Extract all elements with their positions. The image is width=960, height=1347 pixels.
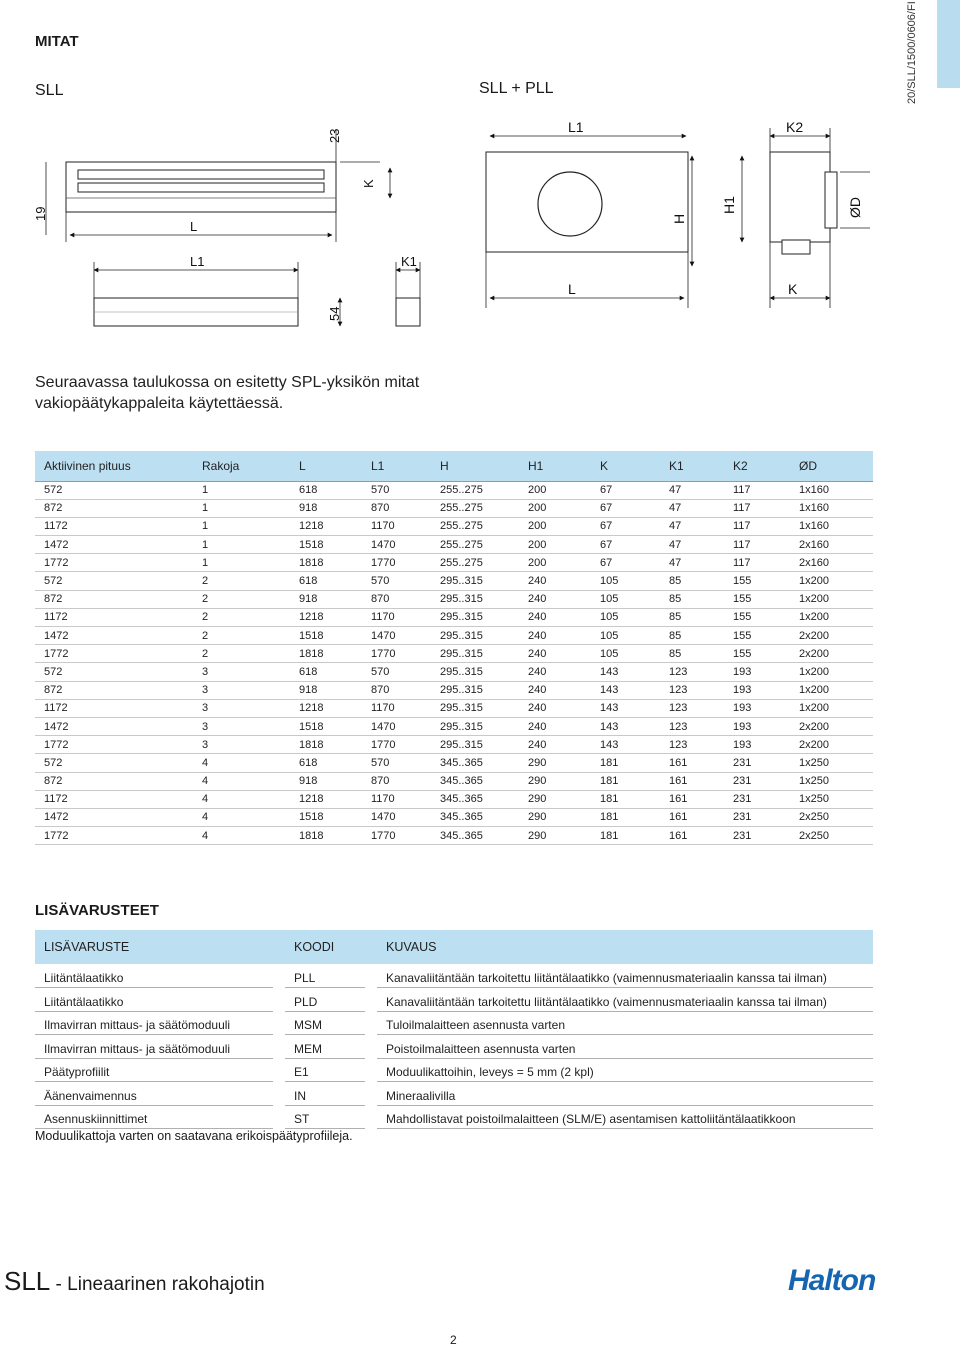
table-cell: 4: [193, 790, 290, 808]
table-cell: 345..365: [431, 754, 519, 772]
table-cell: Päätyprofiilit: [35, 1058, 273, 1082]
halton-logo: Halton: [788, 1264, 876, 1297]
table-cell: 67: [591, 499, 660, 517]
table-cell: 1172: [35, 517, 193, 535]
table-cell: 47: [660, 554, 724, 572]
table-cell: 1772: [35, 736, 193, 754]
table-cell: 47: [660, 481, 724, 499]
table-cell: E1: [285, 1058, 365, 1082]
table-cell: 143: [591, 717, 660, 735]
table-cell: 117: [724, 481, 790, 499]
table-cell: Liitäntälaatikko: [35, 964, 273, 988]
col-header: KUVAUS: [377, 930, 873, 964]
table-cell: 295..315: [431, 645, 519, 663]
table-cell: 345..365: [431, 772, 519, 790]
table-cell: 1770: [362, 645, 431, 663]
table-cell: 2: [193, 590, 290, 608]
table-cell: 295..315: [431, 699, 519, 717]
dim-k-right-label: K: [788, 281, 798, 297]
table-cell: 105: [591, 572, 660, 590]
table-cell: 240: [519, 590, 591, 608]
table-cell: 85: [660, 590, 724, 608]
table-row: [35, 645, 873, 663]
table-cell: 1818: [290, 554, 362, 572]
table-cell: 918: [290, 590, 362, 608]
dim-h1-label: H1: [721, 196, 737, 214]
table-cell: 1x200: [790, 663, 873, 681]
table-cell: 105: [591, 645, 660, 663]
table-cell: 1x200: [790, 699, 873, 717]
table-cell: 1470: [362, 536, 431, 554]
table-cell: 1518: [290, 536, 362, 554]
table-cell: 117: [724, 499, 790, 517]
table-cell: 1x250: [790, 754, 873, 772]
page-number: 2: [450, 1333, 457, 1347]
table-cell: 1472: [35, 627, 193, 645]
table-cell: 240: [519, 699, 591, 717]
table-cell: 872: [35, 590, 193, 608]
table-cell: 67: [591, 481, 660, 499]
table-cell: Ilmavirran mittaus- ja säätömoduuli: [35, 1011, 273, 1035]
table-cell: 295..315: [431, 590, 519, 608]
table-cell: 3: [193, 717, 290, 735]
table-cell: IN: [285, 1082, 365, 1106]
table-cell: 105: [591, 627, 660, 645]
table-cell: 872: [35, 681, 193, 699]
table-cell: 1172: [35, 608, 193, 626]
col-header: ØD: [790, 451, 873, 481]
dim-l-right-label: L: [568, 281, 576, 297]
list-item: [35, 1082, 873, 1106]
table-cell: 240: [519, 627, 591, 645]
section-title: MITAT: [35, 33, 79, 50]
table-cell: 85: [660, 627, 724, 645]
doc-code: 20/SLL/1500/0606/FI: [906, 1, 918, 104]
table-cell: 123: [660, 736, 724, 754]
table-row: [35, 627, 873, 645]
table-cell: 572: [35, 572, 193, 590]
table-cell: 3: [193, 681, 290, 699]
col-header: L: [290, 451, 362, 481]
table-cell: 618: [290, 481, 362, 499]
table-cell: 1472: [35, 808, 193, 826]
table-cell: 1x200: [790, 590, 873, 608]
table-cell: 1x250: [790, 790, 873, 808]
col-header: H1: [519, 451, 591, 481]
table-cell: 290: [519, 754, 591, 772]
table-cell: 67: [591, 517, 660, 535]
table-cell: 4: [193, 827, 290, 845]
table-cell: Poistoilmalaitteen asennusta varten: [377, 1035, 873, 1059]
table-cell: 85: [660, 608, 724, 626]
list-item: [35, 964, 873, 988]
table-cell: 193: [724, 681, 790, 699]
table-cell: 1: [193, 517, 290, 535]
table-row: [35, 754, 873, 772]
table-cell: 2: [193, 645, 290, 663]
table-cell: 123: [660, 717, 724, 735]
table-row: [35, 608, 873, 626]
table-cell: 290: [519, 808, 591, 826]
table-cell: 161: [660, 772, 724, 790]
table-cell: 193: [724, 699, 790, 717]
table-cell: 47: [660, 517, 724, 535]
table-cell: 1x160: [790, 499, 873, 517]
table-cell: Kanavaliitäntään tarkoitettu liitäntälaatikko (vaimennusmateriaalin kanssa tai ilman): [377, 988, 873, 1012]
table-cell: 918: [290, 681, 362, 699]
table-cell: 1172: [35, 790, 193, 808]
table-cell: 1770: [362, 827, 431, 845]
table-cell: 255..275: [431, 536, 519, 554]
table-cell: 155: [724, 590, 790, 608]
col-header: Aktiivinen pituus: [35, 451, 193, 481]
table-cell: 105: [591, 590, 660, 608]
table-cell: 240: [519, 736, 591, 754]
sll-dimension-drawing: [30, 110, 430, 332]
table-cell: 1170: [362, 517, 431, 535]
table-cell: 570: [362, 663, 431, 681]
dim-l1-label: L1: [190, 254, 205, 269]
accessories-table-body: [35, 964, 873, 1129]
table-cell: 181: [591, 790, 660, 808]
accessories-note: Moduulikattoja varten on saatavana erikoispäätyprofiileja.: [35, 1129, 353, 1143]
table-cell: 1472: [35, 536, 193, 554]
table-cell: 570: [362, 481, 431, 499]
table-cell: 2x250: [790, 827, 873, 845]
table-row: [35, 663, 873, 681]
table-cell: 1x250: [790, 772, 873, 790]
col-header: L1: [362, 451, 431, 481]
table-cell: 200: [519, 554, 591, 572]
table-row: [35, 572, 873, 590]
table-cell: 1218: [290, 517, 362, 535]
left-diagram-title: SLL: [35, 82, 64, 99]
table-cell: 570: [362, 754, 431, 772]
intro-line-1: Seuraavassa taulukossa on esitetty SPL-yksikön mitat: [35, 374, 420, 391]
table-cell: 1x160: [790, 481, 873, 499]
table-cell: 181: [591, 772, 660, 790]
table-cell: 1518: [290, 717, 362, 735]
table-cell: 117: [724, 554, 790, 572]
table-cell: 255..275: [431, 499, 519, 517]
table-cell: 918: [290, 772, 362, 790]
table-cell: Äänenvaimennus: [35, 1082, 273, 1106]
col-header: K: [591, 451, 660, 481]
table-cell: 1770: [362, 554, 431, 572]
table-cell: 1470: [362, 717, 431, 735]
table-row: [35, 772, 873, 790]
dimensions-table-body: [35, 481, 873, 845]
table-row: [35, 517, 873, 535]
dim-19-label: 19: [33, 206, 48, 221]
table-cell: 117: [724, 536, 790, 554]
table-cell: 2x200: [790, 717, 873, 735]
table-cell: 155: [724, 608, 790, 626]
table-cell: PLL: [285, 964, 365, 988]
table-cell: 1470: [362, 808, 431, 826]
table-cell: Tuloilmalaitteen asennusta varten: [377, 1011, 873, 1035]
table-row: [35, 736, 873, 754]
table-cell: 240: [519, 663, 591, 681]
table-cell: 1518: [290, 808, 362, 826]
table-cell: 1172: [35, 699, 193, 717]
intro-line-2: vakiopäätykappaleita käytettäessä.: [35, 395, 284, 412]
table-cell: 181: [591, 754, 660, 772]
table-cell: 231: [724, 772, 790, 790]
table-cell: 240: [519, 717, 591, 735]
table-cell: MEM: [285, 1035, 365, 1059]
table-cell: 618: [290, 572, 362, 590]
table-cell: 143: [591, 736, 660, 754]
table-cell: 618: [290, 754, 362, 772]
table-cell: Asennuskiinnittimet: [35, 1105, 273, 1129]
table-cell: 123: [660, 663, 724, 681]
table-cell: 4: [193, 808, 290, 826]
table-cell: 2: [193, 608, 290, 626]
table-cell: 1818: [290, 827, 362, 845]
sll-pll-dimension-drawing: [470, 112, 880, 312]
table-cell: Liitäntälaatikko: [35, 988, 273, 1012]
table-cell: 1: [193, 499, 290, 517]
table-cell: 345..365: [431, 808, 519, 826]
table-cell: 200: [519, 481, 591, 499]
table-cell: 67: [591, 554, 660, 572]
table-cell: 3: [193, 663, 290, 681]
table-cell: 2: [193, 572, 290, 590]
table-cell: 193: [724, 717, 790, 735]
table-cell: 2x200: [790, 627, 873, 645]
table-cell: 295..315: [431, 608, 519, 626]
table-cell: 918: [290, 499, 362, 517]
table-cell: 255..275: [431, 481, 519, 499]
table-cell: 155: [724, 572, 790, 590]
dim-h-label: H: [671, 213, 687, 224]
table-cell: 1218: [290, 608, 362, 626]
table-cell: 872: [35, 772, 193, 790]
table-cell: 290: [519, 772, 591, 790]
table-cell: 47: [660, 499, 724, 517]
table-cell: 1: [193, 536, 290, 554]
table-cell: 143: [591, 663, 660, 681]
col-header: K1: [660, 451, 724, 481]
table-cell: Ilmavirran mittaus- ja säätömoduuli: [35, 1035, 273, 1059]
table-cell: 2x160: [790, 554, 873, 572]
table-cell: 572: [35, 663, 193, 681]
table-cell: 181: [591, 808, 660, 826]
table-cell: 1: [193, 481, 290, 499]
dim-od-label: ØD: [847, 197, 863, 218]
table-cell: 3: [193, 699, 290, 717]
list-item: [35, 1011, 873, 1035]
table-cell: 1818: [290, 645, 362, 663]
table-cell: 3: [193, 736, 290, 754]
table-cell: MSM: [285, 1011, 365, 1035]
table-cell: 161: [660, 808, 724, 826]
table-cell: 143: [591, 681, 660, 699]
table-cell: 1: [193, 554, 290, 572]
table-cell: 1772: [35, 554, 193, 572]
dim-l-label: L: [190, 219, 198, 234]
table-cell: 290: [519, 790, 591, 808]
table-cell: 290: [519, 827, 591, 845]
table-cell: 193: [724, 736, 790, 754]
table-cell: 1x200: [790, 572, 873, 590]
table-cell: 161: [660, 790, 724, 808]
table-cell: 1170: [362, 790, 431, 808]
table-cell: 1170: [362, 608, 431, 626]
table-row: [35, 790, 873, 808]
list-item: [35, 1058, 873, 1082]
table-cell: 231: [724, 754, 790, 772]
table-cell: Mahdollistavat poistoilmalaitteen (SLM/E) asentamisen kattoliitäntälaatikkoon: [377, 1105, 873, 1129]
table-cell: 4: [193, 754, 290, 772]
table-row: [35, 590, 873, 608]
table-cell: 155: [724, 627, 790, 645]
table-cell: ST: [285, 1105, 365, 1129]
col-header: H: [431, 451, 519, 481]
table-cell: 1470: [362, 627, 431, 645]
table-cell: 1818: [290, 736, 362, 754]
table-cell: 1472: [35, 717, 193, 735]
dim-l1-right-label: L1: [568, 119, 584, 135]
table-cell: 2x250: [790, 808, 873, 826]
table-cell: 1772: [35, 827, 193, 845]
table-cell: 345..365: [431, 827, 519, 845]
table-row: [35, 699, 873, 717]
table-row: [35, 499, 873, 517]
table-row: [35, 481, 873, 499]
table-cell: 161: [660, 754, 724, 772]
table-cell: 200: [519, 517, 591, 535]
table-cell: 200: [519, 499, 591, 517]
table-cell: 4: [193, 772, 290, 790]
table-cell: 1x160: [790, 517, 873, 535]
table-cell: 295..315: [431, 663, 519, 681]
table-cell: 231: [724, 808, 790, 826]
list-item: [35, 988, 873, 1012]
accessories-table-header: [35, 930, 873, 964]
table-row: [35, 536, 873, 554]
col-header: Rakoja: [193, 451, 290, 481]
table-cell: 255..275: [431, 517, 519, 535]
table-cell: 117: [724, 517, 790, 535]
table-cell: 85: [660, 572, 724, 590]
table-cell: Mineraalivilla: [377, 1082, 873, 1106]
dim-23-label: 23: [327, 128, 342, 143]
table-cell: 2x200: [790, 645, 873, 663]
table-cell: 240: [519, 608, 591, 626]
accessories-table: [35, 930, 873, 1129]
col-header: K2: [724, 451, 790, 481]
list-item: [35, 1035, 873, 1059]
table-cell: 240: [519, 572, 591, 590]
table-cell: 870: [362, 772, 431, 790]
table-cell: 1218: [290, 699, 362, 717]
table-cell: 345..365: [431, 790, 519, 808]
table-cell: 193: [724, 663, 790, 681]
footer-title: [4, 1266, 265, 1297]
table-cell: 872: [35, 499, 193, 517]
accessories-heading: LISÄVARUSTEET: [35, 902, 159, 919]
table-cell: 67: [591, 536, 660, 554]
table-cell: 2: [193, 627, 290, 645]
table-cell: 47: [660, 536, 724, 554]
table-cell: 1770: [362, 736, 431, 754]
table-cell: 570: [362, 572, 431, 590]
col-header: LISÄVARUSTE: [35, 930, 273, 964]
table-cell: 870: [362, 681, 431, 699]
table-cell: 155: [724, 645, 790, 663]
table-row: [35, 681, 873, 699]
table-row: [35, 808, 873, 826]
table-cell: 572: [35, 754, 193, 772]
right-diagram-title: SLL + PLL: [479, 80, 554, 97]
dimensions-table-header: [35, 451, 873, 481]
product-subtitle: - Lineaarinen rakohajotin: [50, 1274, 265, 1295]
table-cell: 240: [519, 681, 591, 699]
table-cell: 295..315: [431, 627, 519, 645]
table-cell: 1x200: [790, 608, 873, 626]
table-cell: 295..315: [431, 572, 519, 590]
table-cell: 295..315: [431, 717, 519, 735]
dim-54-label: 54: [327, 306, 342, 321]
table-row: [35, 554, 873, 572]
table-cell: 870: [362, 499, 431, 517]
table-cell: Kanavaliitäntään tarkoitettu liitäntälaatikko (vaimennusmateriaalin kanssa tai ilman): [377, 964, 873, 988]
table-cell: 105: [591, 608, 660, 626]
table-cell: 870: [362, 590, 431, 608]
dimensions-table: [35, 451, 873, 845]
table-cell: 295..315: [431, 681, 519, 699]
dim-k-label: K: [361, 179, 376, 188]
table-row: [35, 717, 873, 735]
table-cell: 85: [660, 645, 724, 663]
table-cell: 231: [724, 790, 790, 808]
table-row: [35, 827, 873, 845]
table-cell: 123: [660, 681, 724, 699]
table-cell: 1170: [362, 699, 431, 717]
table-cell: PLD: [285, 988, 365, 1012]
table-cell: 143: [591, 699, 660, 717]
table-cell: 572: [35, 481, 193, 499]
dim-k1-label: K1: [401, 254, 417, 269]
table-cell: Moduulikattoihin, leveys = 5 mm (2 kpl): [377, 1058, 873, 1082]
table-cell: 1518: [290, 627, 362, 645]
table-cell: 2x160: [790, 536, 873, 554]
list-item: [35, 1105, 873, 1129]
table-cell: 2x200: [790, 736, 873, 754]
table-cell: 618: [290, 663, 362, 681]
table-cell: 161: [660, 827, 724, 845]
table-cell: 240: [519, 645, 591, 663]
table-cell: 1x200: [790, 681, 873, 699]
side-tab: [937, 0, 960, 88]
table-cell: 295..315: [431, 736, 519, 754]
table-cell: 231: [724, 827, 790, 845]
table-cell: 255..275: [431, 554, 519, 572]
table-cell: 181: [591, 827, 660, 845]
product-name: SLL: [4, 1266, 51, 1296]
dim-k2-label: K2: [786, 119, 804, 135]
intro-text: [35, 372, 419, 414]
table-cell: 1772: [35, 645, 193, 663]
col-header: KOODI: [285, 930, 365, 964]
table-cell: 123: [660, 699, 724, 717]
table-cell: 200: [519, 536, 591, 554]
table-cell: 1218: [290, 790, 362, 808]
